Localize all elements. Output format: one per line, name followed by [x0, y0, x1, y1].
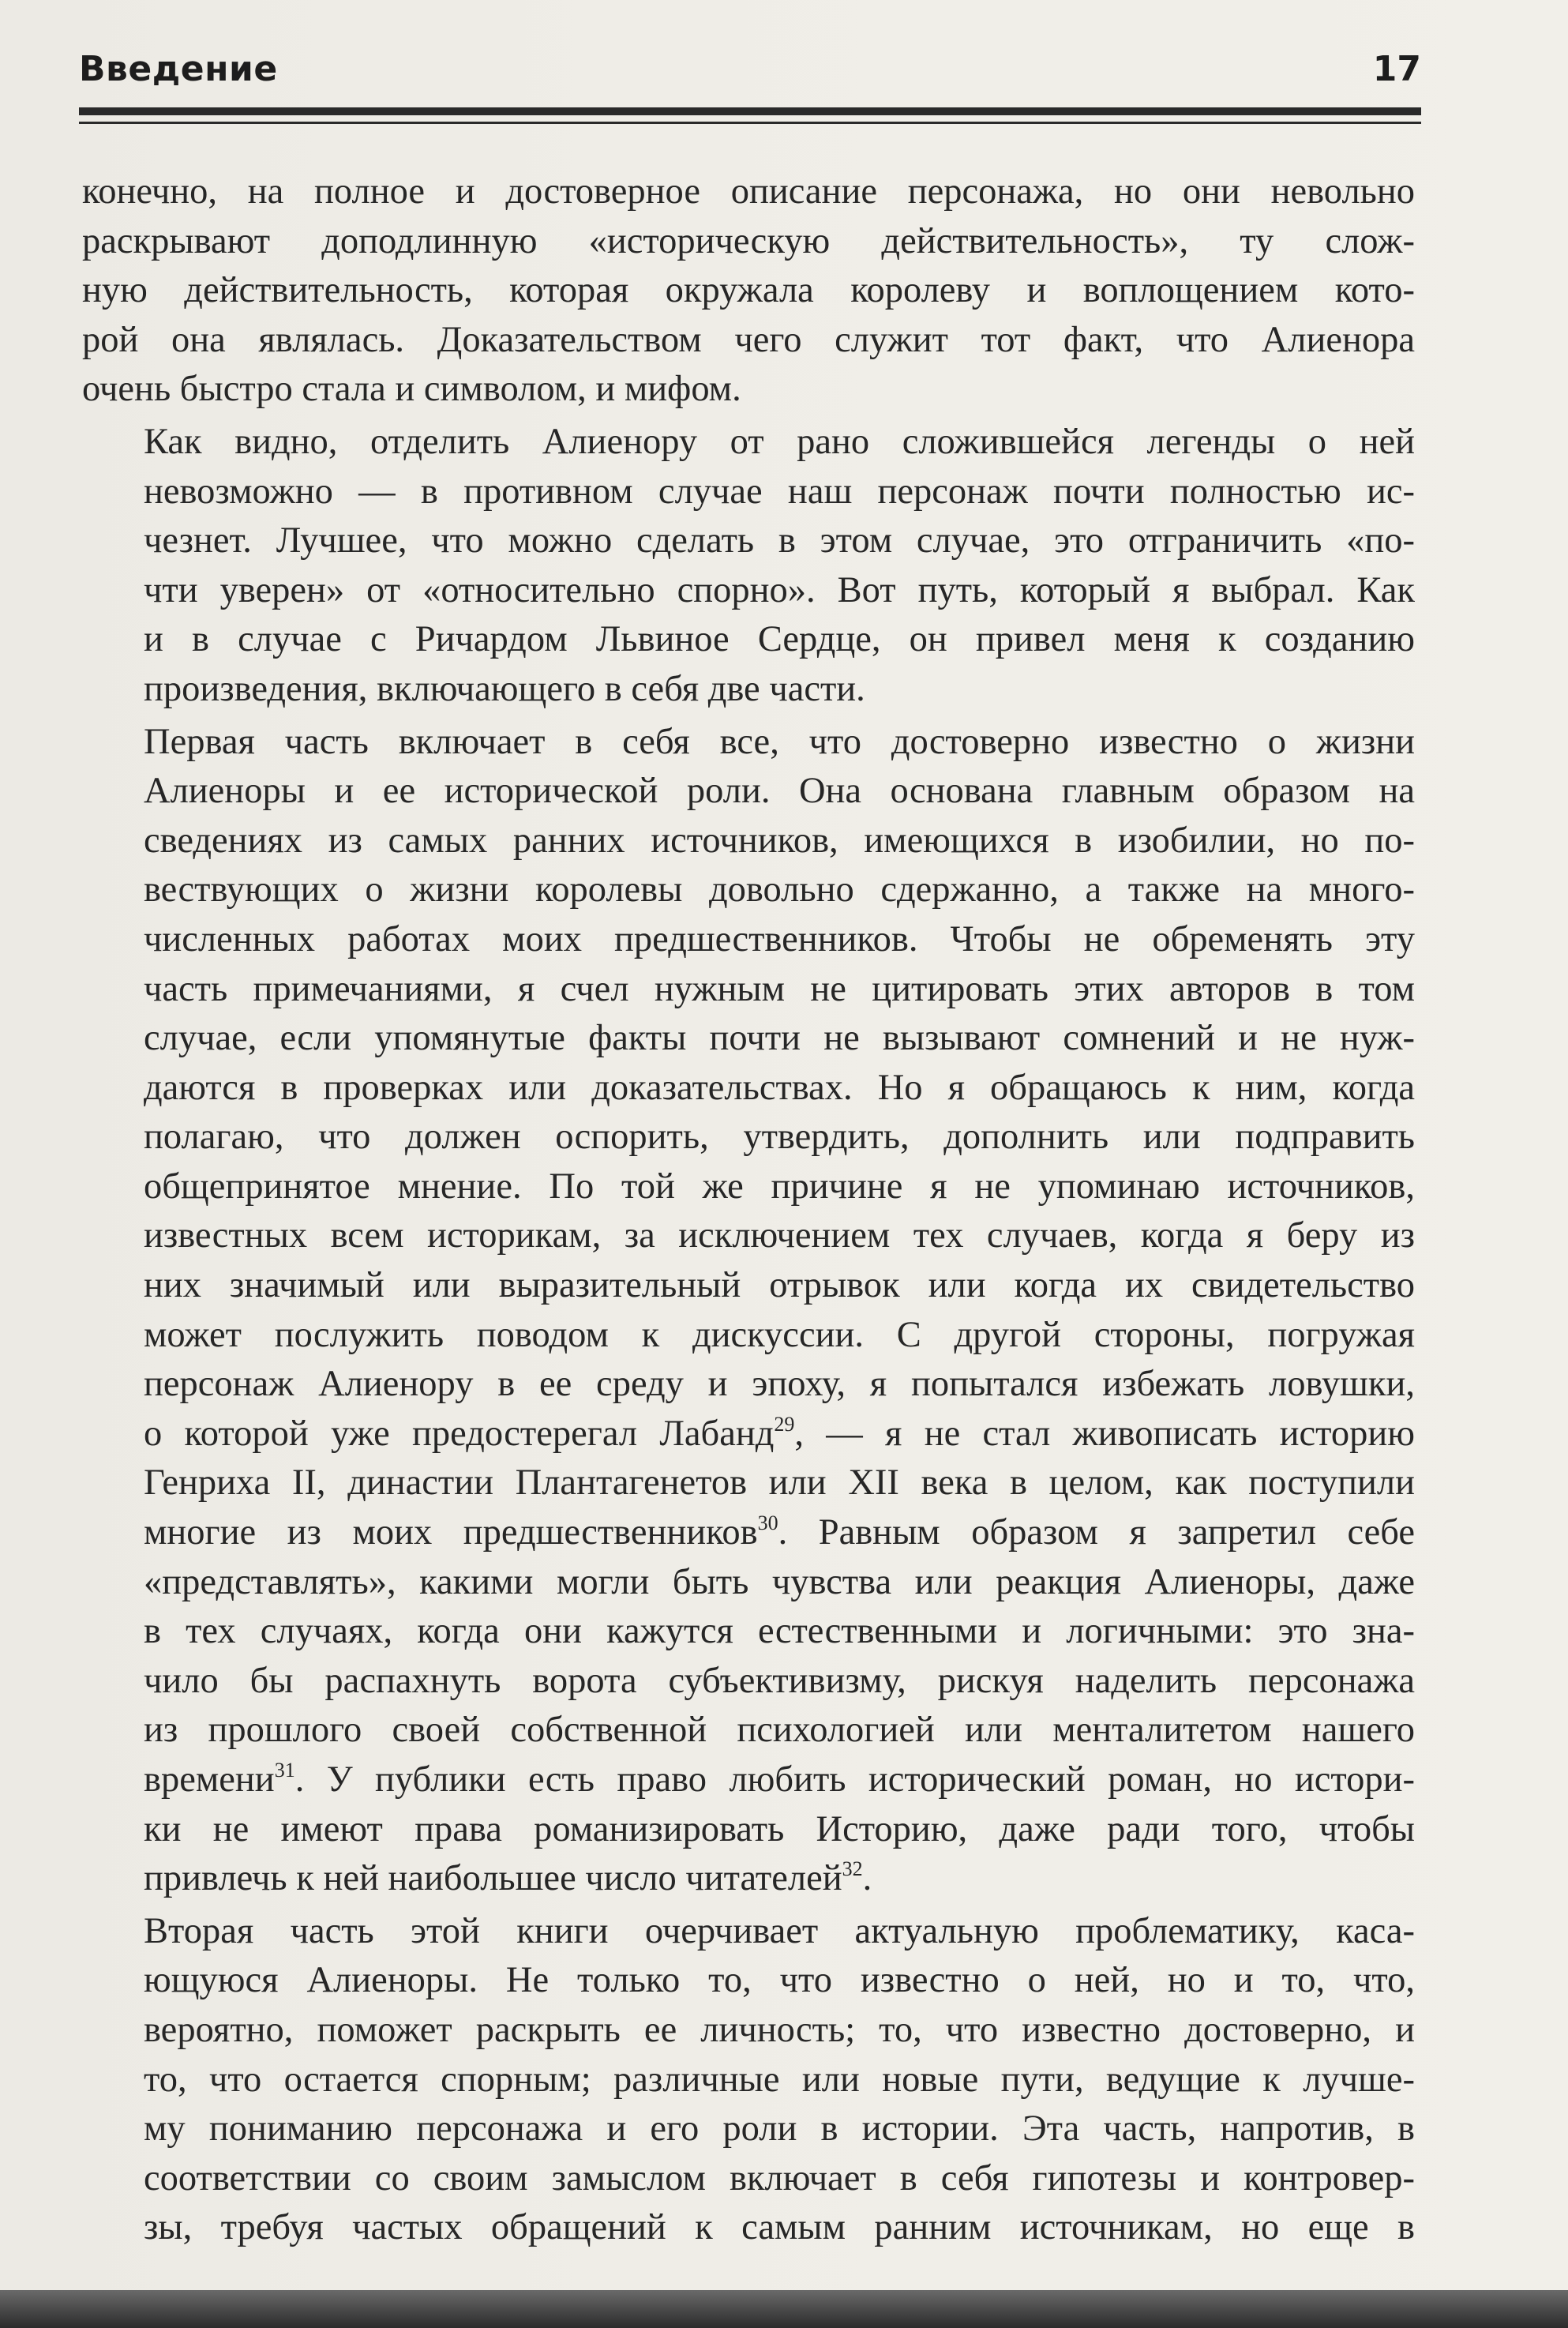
text-line: общепринятое мнение. По той же причине я не упоминаю источников,: [144, 1166, 1415, 1207]
text-line: Как видно, отделить Алиенору от рано сложившейся легенды о ней: [144, 421, 1415, 462]
page-bottom-edge: [0, 2290, 1568, 2328]
paragraph: [82, 718, 1415, 1904]
text-line: соответствии со своим замыслом включает в себя гипотезы и контровер-: [144, 2157, 1415, 2198]
text-line: невозможно — в противном случае наш персонаж почти полностью ис-: [144, 471, 1415, 512]
text-line: вествующих о жизни королевы довольно сдержанно, а также на много-: [144, 869, 1415, 911]
text-line: му пониманию персонажа и его роли в истории. Эта часть, напротив, в: [144, 2108, 1415, 2150]
text-line: из прошлого своей собственной психологией или менталитетом нашего: [144, 1710, 1415, 1751]
text-line: очень быстро стала и символом, и мифом.: [82, 369, 741, 410]
text-line: то, что остается спорным; различные или новые пути, ведущие к лучше-: [144, 2059, 1415, 2100]
text-line: Вторая часть этой книги очерчивает актуальную проблематику, каса-: [144, 1910, 1415, 1951]
text-line: привлечь к ней наибольшее число читателей$^{32}$.: [144, 1857, 872, 1899]
text-line: случае, если упомянутые факты почти не вызывают сомнений и не нуж-: [144, 1018, 1415, 1059]
text-line: известных всем историкам, за исключением тех случаев, когда я беру из: [144, 1215, 1415, 1256]
header-rule-thin: [79, 122, 1421, 124]
text-line: Алиеноры и ее исторической роли. Она основана главным образом на: [144, 771, 1415, 812]
text-line: чезнет. Лучшее, что можно сделать в этом случае, это отграничить «по-: [144, 520, 1415, 561]
text-line: «представлять», какими могли быть чувства или реакция Алиеноры, даже: [144, 1561, 1415, 1602]
text-line: рой она являлась. Доказательством чего служит тот факт, что Алиенора: [82, 319, 1415, 360]
text-line: чти уверен» от «относительно спорно». Вот путь, который я выбрал. Как: [144, 569, 1415, 610]
text-line: времени$^{31}$. У публики есть право любить исторический роман, но истори-: [144, 1759, 1415, 1800]
text-line: чило бы распахнуть ворота субъективизму, рискуя наделить персонажа: [144, 1660, 1415, 1701]
text-line: ную действительность, которая окружала королеву и воплощением кото-: [82, 270, 1415, 311]
text-line: и в случае с Ричардом Львиное Сердце, он привел меня к созданию: [144, 619, 1415, 660]
page-header: [79, 49, 1421, 96]
header-rule-thick: [79, 107, 1421, 115]
footnote-ref: 32: [842, 1857, 863, 1881]
text-line: зы, требуя частых обращений к самым ранним источникам, но еще в: [144, 2207, 1415, 2248]
text-line: произведения, включающего в себя две части.: [144, 668, 865, 709]
text-line: численных работах моих предшественников. Чтобы не обременять эту: [144, 918, 1415, 959]
text-line: них значимый или выразительный отрывок или когда их свидетельство: [144, 1265, 1415, 1306]
text-line: может послужить поводом к дискуссии. С другой стороны, погружая: [144, 1314, 1415, 1355]
text-line: о которой уже предостерегал Лабанд$^{29}$, — я не стал живописать историю: [144, 1412, 1416, 1454]
body-text: [82, 167, 1415, 2253]
footnote-ref: 31: [274, 1759, 295, 1782]
running-title: Введение: [79, 49, 278, 89]
text-line: даются в проверках или доказательствах. Но я обращаюсь к ним, когда: [144, 1067, 1415, 1108]
text-line: ки не имеют права романизировать Историю, даже ради того, чтобы: [144, 1808, 1415, 1849]
text-line: сведениях из самых ранних источников, имеющихся в изобилии, но по-: [144, 820, 1415, 861]
text-line: часть примечаниями, я счел нужным не цитировать этих авторов в том: [144, 968, 1415, 1009]
paragraph: [82, 418, 1415, 715]
paragraph: [82, 1907, 1415, 2253]
text-line: раскрывают доподлинную «историческую действительность», ту слож-: [82, 220, 1415, 261]
footnote-ref: 30: [757, 1511, 778, 1535]
text-line: вероятно, поможет раскрыть ее личность; то, что известно достоверно, и: [144, 2009, 1415, 2050]
text-line: полагаю, что должен оспорить, утвердить, дополнить или подправить: [144, 1117, 1415, 1158]
text-line: в тех случаях, когда они кажутся естественными и логичными: это зна-: [144, 1611, 1415, 1652]
text-line: Первая часть включает в себя все, что достоверно известно о жизни: [144, 721, 1415, 762]
page-number: 17: [1372, 49, 1421, 89]
text-line: ющуюся Алиеноры. Не только то, что известно о ней, но и то, что,: [144, 1960, 1415, 2001]
text-line: персонаж Алиенору в ее среду и эпоху, я попытался избежать ловушки,: [144, 1364, 1415, 1405]
paragraph: [82, 167, 1415, 415]
footnote-ref: 29: [774, 1412, 795, 1436]
text-line: Генриха II, династии Плантагенетов или XII века в целом, как поступили: [144, 1463, 1415, 1504]
text-line: конечно, на полное и достоверное описание персонажа, но они невольно: [82, 171, 1415, 212]
text-line: многие из моих предшественников$^{30}$. Равным образом я запретил себе: [144, 1511, 1415, 1553]
